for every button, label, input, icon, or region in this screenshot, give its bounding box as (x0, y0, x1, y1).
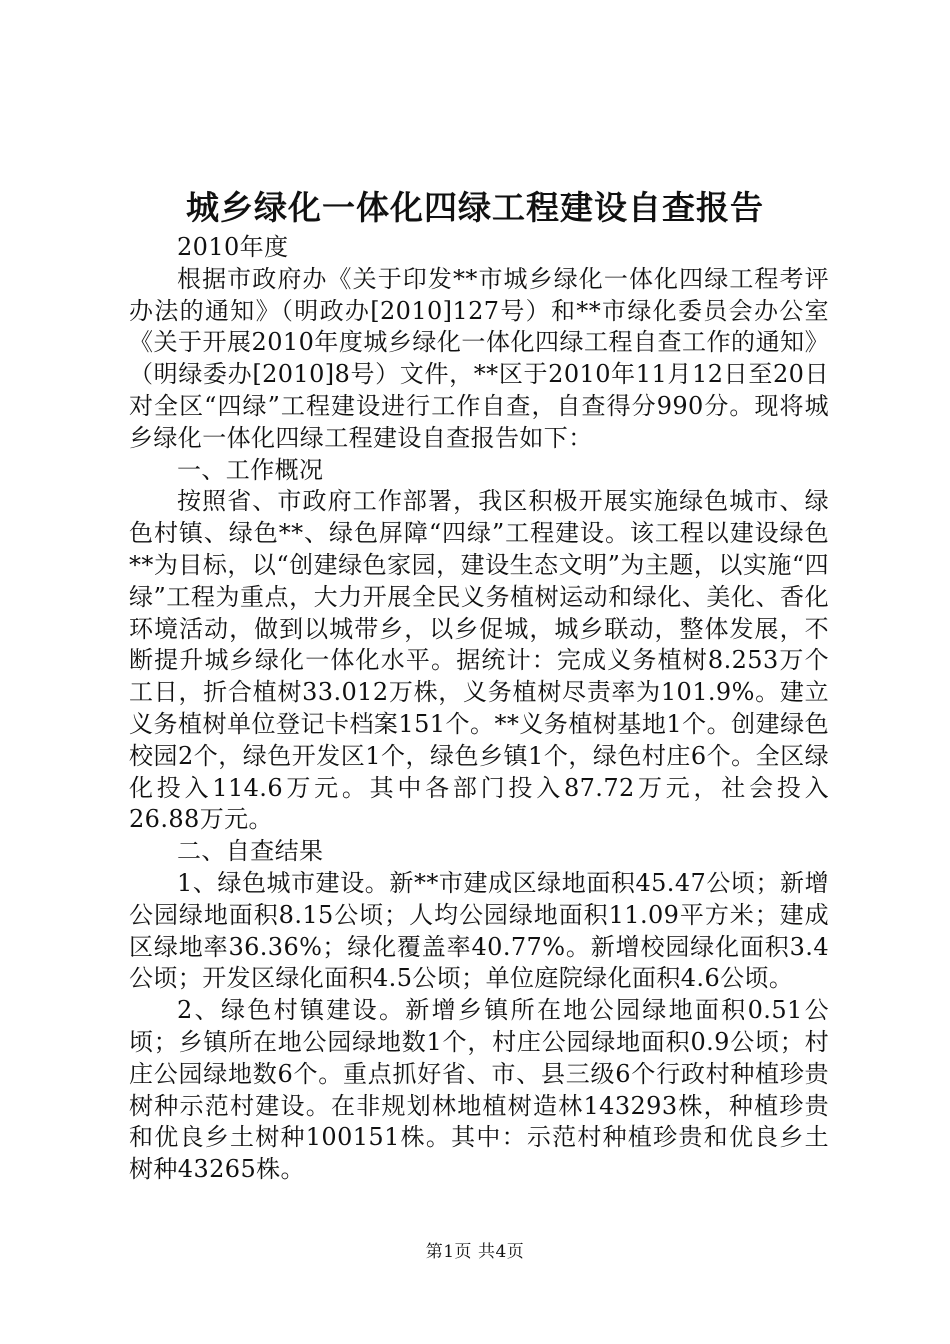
year-line: 2010年度 (177, 233, 289, 261)
intro-paragraph: 根据市政府办《关于印发**市城乡绿化一体化四绿工程考评办法的通知》（明政办[2010]127号）和**市绿化委员会办公室《关于开展2010年度城乡绿化一体化四绿工程自查工作的通知》（明绿委办[2010]8号）文件，**区于2010年11月12日至20日对全区“四绿”工程建设进行工作自查，自查得分990分。现将城乡绿化一体化四绿工程建设自查报告如下： (129, 264, 829, 452)
result-item-green-village: 2、绿色村镇建设。新增乡镇所在地公园绿地面积0.51公顷；乡镇所在地公园绿地数1个，村庄公园绿地面积0.9公顷；村庄公园绿地数6个。重点抓好省、市、县三级6个行政村种植珍贵树种示范村建设。在非规划林地植树造林143293株，种植珍贵和优良乡土树种100151株。其中：示范村种植珍贵和优良乡土树种43265株。 (129, 996, 829, 1184)
section-heading-overview: 一、工作概况 (177, 455, 324, 484)
page-number: 第1页 共4页 (425, 1242, 525, 1262)
overview-paragraph: 按照省、市政府工作部署，我区积极开展实施绿色城市、绿色村镇、绿色**、绿色屏障“四绿”工程建设。该工程以建设绿色**为目标，以“创建绿色家园，建设生态文明”为主题，以实施“四绿”工程为重点，大力开展全民义务植树运动和绿化、美化、香化环境活动，做到以城带乡，以乡促城，城乡联动，整体发展，不断提升城乡绿化一体化水平。据统计：完成义务植树8.253万个工日，折合植树33.012万株，义务植树尽责率为101.9%。建立义务植树单位登记卡档案151个。**义务植树基地1个。创建绿色校园2个，绿色开发区1个，绿色乡镇1个，绿色村庄6个。全区绿化投入114.6万元。其中各部门投入87.72万元，社会投入26.88万元。 (129, 487, 829, 834)
document-body (129, 232, 829, 1186)
section-heading-results: 二、自查结果 (177, 837, 324, 866)
document-title: 城乡绿化一体化四绿工程建设自查报告 (186, 188, 764, 227)
result-item-green-city: 1、绿色城市建设。新**市建成区绿地面积45.47公顷；新增公园绿地面积8.15公顷；人均公园绿地面积11.09平方米；建成区绿地率36.36%；绿化覆盖率40.77%。新增校园绿化面积3.4公顷；开发区绿化面积4.5公顷；单位庭院绿化面积4.6公顷。 (129, 868, 829, 993)
